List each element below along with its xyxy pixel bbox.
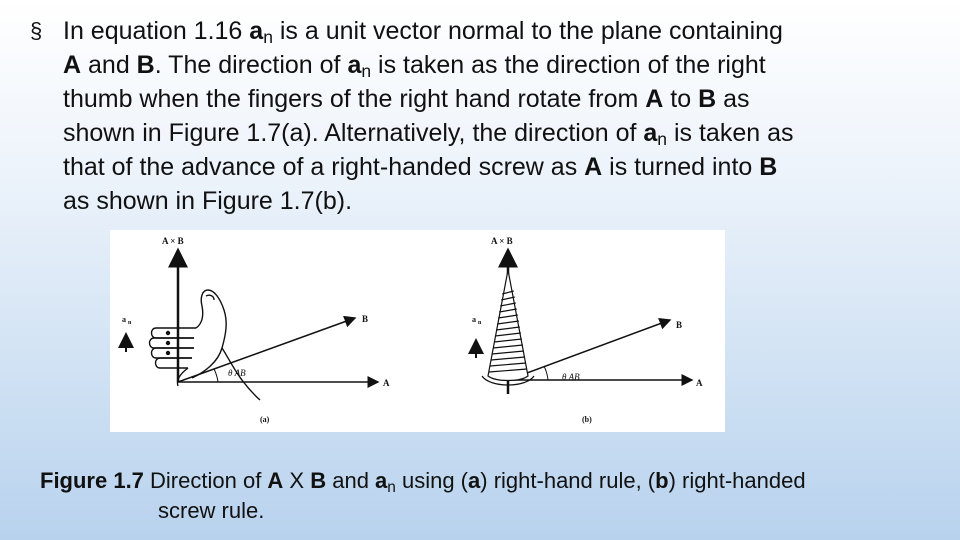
- text-run: ) right-handed: [668, 468, 806, 493]
- text-run: as: [716, 85, 750, 113]
- text-run: using (: [395, 468, 469, 493]
- text-run: A: [267, 468, 284, 493]
- text-run: is turned into: [602, 153, 760, 181]
- text-run: thumb when the fingers of the right hand rotate from: [63, 85, 646, 113]
- panel-b-vector-b: [508, 320, 670, 380]
- text-run: B: [136, 51, 155, 79]
- text-run: n: [263, 27, 273, 47]
- text-run: Figure 1.7: [40, 468, 144, 493]
- text-run: ) right-hand rule, (: [480, 468, 656, 493]
- text-run: is taken as: [667, 119, 794, 147]
- text-run: a: [249, 17, 264, 45]
- text-run: A: [584, 153, 603, 181]
- text-run: A: [645, 85, 664, 113]
- text-run: X: [283, 468, 311, 493]
- panel-b-top-label: A × B: [491, 236, 513, 246]
- text-run: n: [361, 61, 372, 81]
- panel-b-angle-arc: [544, 366, 548, 380]
- panel-b-vector-b-label: B: [676, 320, 683, 330]
- text-run: In equation 1.16: [63, 17, 250, 45]
- caption-line-1: [40, 468, 806, 496]
- panel-b-angle-label: θ AB: [562, 372, 580, 382]
- panel-a-vector-a-label: A: [383, 378, 390, 388]
- text-run: A: [63, 51, 82, 79]
- text-run: . The direction of: [154, 51, 348, 79]
- panel-a-angle-arc: [214, 369, 218, 382]
- bullet-line: [63, 14, 943, 48]
- figure-caption: [40, 466, 940, 526]
- bullet-paragraph: [63, 14, 943, 218]
- panel-b: [472, 236, 703, 424]
- bullet-line: [63, 184, 943, 218]
- panel-a-normal-label-sub: n: [128, 320, 132, 326]
- panel-b-vector-a-label: A: [696, 378, 703, 388]
- bullet-line: [63, 82, 943, 116]
- screw-drawing: [482, 270, 534, 385]
- text-run: B: [759, 153, 778, 181]
- text-run: b: [655, 468, 669, 493]
- panel-a-vector-b: [178, 318, 355, 382]
- text-run: and: [81, 51, 137, 79]
- panel-b-label: (b): [582, 415, 592, 424]
- text-run: Direction of: [143, 468, 268, 493]
- panel-b-normal-label-sub: n: [478, 320, 482, 326]
- figure-1-7: [110, 230, 725, 432]
- bullet-line: [63, 150, 943, 184]
- text-run: a: [643, 119, 658, 147]
- bullet-line: [63, 116, 943, 150]
- panel-a-angle-label: θ AB: [228, 368, 246, 378]
- text-run: is a unit vector normal to the plane containing: [272, 17, 783, 45]
- text-run: a: [468, 468, 481, 493]
- text-run: to: [663, 85, 699, 113]
- right-hand-drawing: [150, 290, 261, 400]
- text-run: n: [387, 479, 396, 496]
- text-run: and: [326, 468, 376, 493]
- text-run: a: [375, 468, 388, 493]
- text-run: n: [657, 129, 668, 149]
- figure-1-7-drawing: [110, 230, 725, 432]
- caption-line-2: screw rule.: [158, 498, 265, 523]
- text-run: as shown in Figure 1.7(b).: [63, 187, 353, 215]
- text-run: that of the advance of a right-handed screw as: [63, 153, 585, 181]
- bullet-marker: §: [30, 18, 43, 43]
- panel-a-normal-label: a: [122, 315, 126, 324]
- text-run: is taken as the direction of the right: [371, 51, 766, 79]
- bullet-line: [63, 48, 943, 82]
- text-run: shown in Figure 1.7(a). Alternatively, the direction of: [63, 119, 644, 147]
- text-run: B: [310, 468, 327, 493]
- panel-a-label: (a): [260, 415, 270, 424]
- panel-a: [122, 236, 390, 424]
- text-run: B: [698, 85, 717, 113]
- panel-b-normal-label: a: [472, 315, 476, 324]
- panel-a-top-label: A × B: [162, 236, 184, 246]
- panel-a-vector-b-label: B: [362, 314, 369, 324]
- text-run: a: [347, 51, 362, 79]
